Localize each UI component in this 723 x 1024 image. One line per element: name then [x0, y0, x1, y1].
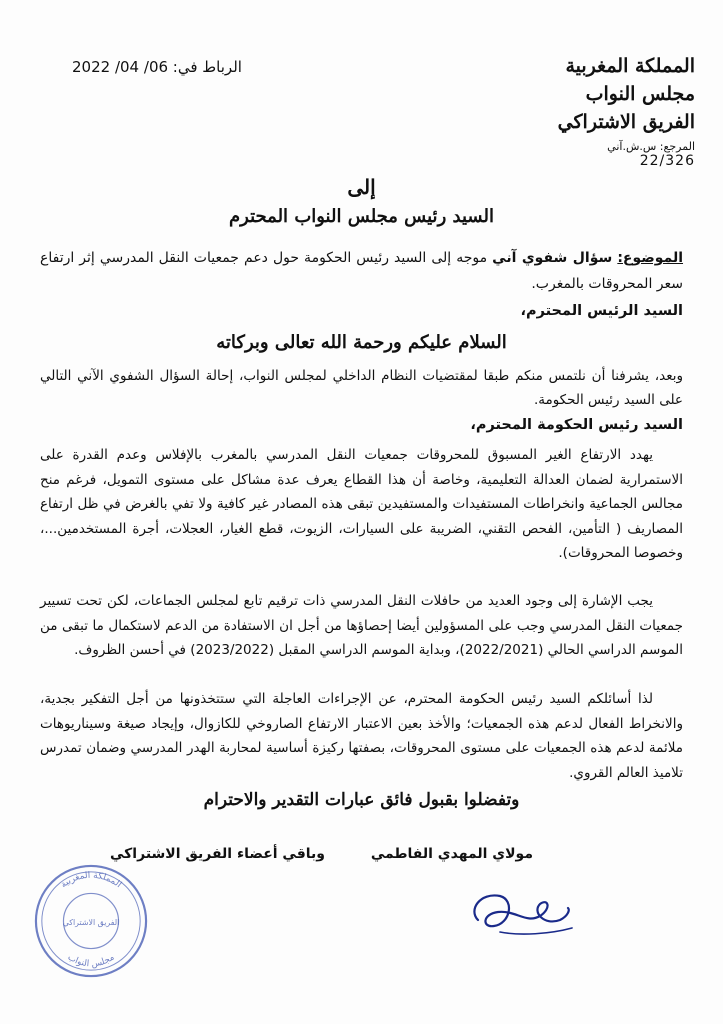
intro-paragraph: وبعد، يشرفنا أن نلتمس منكم طبقا لمقتضيات النظام الداخلي لمجلس النواب، إحالة السؤال الشفوي الآني التالي على السيد رئيس الحكومة. [40, 368, 683, 408]
letterhead-kingdom: المملكة المغربية [565, 55, 695, 77]
subject-type: سؤال شفوي آني [492, 250, 613, 266]
handwritten-signature [460, 880, 580, 950]
letter-date: الرباط في: 06/ 04/ 2022 [72, 58, 242, 76]
subject-line [40, 245, 683, 297]
addressee-to: إلى [347, 175, 376, 199]
svg-text:المملكة المغربية [59, 871, 123, 890]
body-paragraph-3: لذا أسائلكم السيد رئيس الحكومة المحترم، عن الإجراءات العاجلة التي ستتخذونها من أجل التفكير بجدية، والانخراط الفعال لدعم هذه الجمعيات؛ والأخذ بعين الاعتبار الارتفاع الصاروخي للكازوال، وإيجاد صيغة وسيناريوهات ملائمة لدعم هذه الجمعيات على مستوى المحروقات، بصفتها ركيزة أساسية لمحاربة الهدر المدرسي وضمان تمدرس تلاميذ العالم القروي. [40, 691, 683, 781]
letterhead-parliament: مجلس النواب [585, 83, 695, 105]
letterhead [455, 52, 695, 169]
stamp-center-text: الفريق الاشتراكي [62, 917, 120, 927]
greeting: السلام عليكم ورحمة الله تعالى وبركاته [216, 332, 507, 353]
subject-label: الموضوع: [617, 250, 684, 266]
reference-number: 22/326 [639, 153, 695, 169]
salutation-president: السيد الرئيس المحترم، [520, 303, 683, 319]
salutation-head-of-government: السيد رئيس الحكومة المحترم، [470, 417, 683, 433]
signatory-name: مولاي المهدي الفاطمي [370, 846, 533, 862]
letterhead-group: الفريق الاشتراكي [557, 111, 695, 133]
signatory-group: وباقي أعضاء الفريق الاشتراكي [110, 846, 325, 862]
stamp-bottom-text: مجلس النواب [65, 952, 117, 970]
body-paragraph-2: يجب الإشارة إلى وجود العديد من حافلات النقل المدرسي ذات ترقيم تابع لمجلس الجماعات، لكن تحت تسيير جمعيات النقل المدرسي وجب على المسؤولين أيضا إحصاؤها من أجل ان الاستفادة من الدعم لاستكمال ما تبقى من الموسم الدراسي الحالي (2022/2021)، وبداية الموسم الدراسي المقبل (2023/2022) في أحسن الظروف. [40, 593, 683, 658]
closing-formula: وتفضلوا بقبول فائق عبارات التقدير والاحترام [203, 790, 520, 810]
subject-text: موجه إلى السيد رئيس الحكومة حول دعم جمعيات النقل المدرسي إثر ارتفاع سعر المحروقات بالمغرب. [40, 250, 683, 292]
addressee-title: السيد رئيس مجلس النواب المحترم [229, 206, 494, 227]
stamp-top-text: المملكة المغربية [59, 870, 124, 891]
official-stamp [32, 862, 150, 980]
body-paragraph-1: يهدد الارتفاع الغير المسبوق للمحروقات جمعيات النقل المدرسي بالمغرب بالإفلاس وعدم القدرة على الاستمرارية لضمان العدالة التعليمية، وخاصة أن هذا القطاع يعرف عدة مشاكل على مستوى التمويل، فرغم منح مجالس الجماعية وانخراطات المستفيدات والمستفيدين تبقى هذه المصادر غير كافية ولا تفي بالغرض في ظل ارتفاع المصاريف ( التأمين، الفحص التقني، الضريبة على السيارات، الزيوت، قطع الغيار، العجلات، أجرة المستخدمين...، وخصوصا المحروقات). [40, 447, 683, 561]
reference-label: المرجع: س.ش.آني [607, 140, 695, 153]
